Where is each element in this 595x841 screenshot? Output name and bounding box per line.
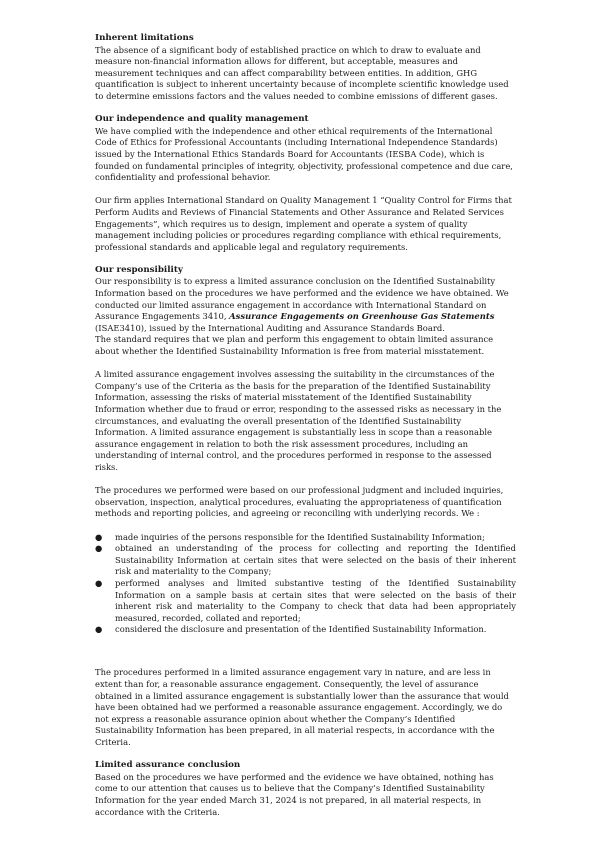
paragraph-responsibility-standard: The standard requires that we plan and perform this engagement to obtain limited assurance about whether the Identified Sustainability Information is free from material misstatement. — [95, 334, 494, 357]
responsibility-text-a: Our responsibility is to express a limited assurance conclusion on the Identified Sustainability Information based on the procedures we have performed and the evidence we have obtained. We conducted our limited assurance engagement in accordance with International Standard on Assurance Engagements 3410, — [95, 276, 509, 322]
section-heading-independence: Our independence and quality management — [95, 114, 309, 125]
paragraph-independence-1: We have complied with the independence and other ethical requirements of the International Code of Ethics for Professional Accountants (including International Independence Standards) issued by the International Ethics Standards Board for Accountants (IESBA Code), which is founded on fundamental principles of integrity, objectivity, professional competence and due care, confidentiality and professional behavior. — [95, 125, 513, 183]
bullet-icon: ● — [95, 577, 103, 588]
list-item — [95, 578, 516, 624]
document-page — [95, 33, 516, 818]
paragraph-independence-2: Our firm applies International Standard on Quality Management 1 “Quality Control for Firms that Perform Audits and Reviews of Financial Statements and Other Assurance and Related Services Engagements”, which requires us to design, implement and operate a system of quality management including policies or procedures regarding compliance with ethical requirements, professional standards and applicable legal and regulatory requirements. — [95, 195, 512, 252]
isae-title: Assurance Engagements on Greenhouse Gas Statements — [229, 311, 495, 322]
responsibility-text-b: (ISAE3410), issued by the International Auditing and Assurance Standards Board. — [95, 322, 445, 333]
bullet-icon: ● — [95, 624, 103, 635]
list-item — [95, 543, 516, 578]
list-item — [95, 532, 516, 544]
list-item — [95, 624, 516, 636]
bullet-icon: ● — [95, 543, 103, 554]
paragraph-inherent-limitations: The absence of a significant body of established practice on which to draw to evaluate and measure non-financial information allows for different, but acceptable, measures and measurement techniques and can affect comparability between entities. In addition, GHG quantification is subject to inherent uncertainty because of incomplete scientific knowledge used to determine emissions factors and the values needed to combine emissions of different gases. — [95, 44, 509, 101]
bullet-icon: ● — [95, 531, 103, 542]
section-heading-inherent-limitations: Inherent limitations — [95, 33, 194, 43]
paragraph-conclusion: Based on the procedures we have performed and the evidence we have obtained, nothing has come to our attention that causes us to believe that the Company’s Identified Sustainability Information for the year ended March 31, 2024 is not prepared, in all material respects, in accordance with the Criteria. — [95, 771, 494, 817]
paragraph-responsibility-1 — [95, 276, 516, 334]
paragraph-responsibility-3: The procedures we performed were based on our professional judgment and included inquiries, observation, inspection, analytical procedures, evaluating the appropriateness of quantification methods and reporting policies, and agreeing or reconciling with underlying records. We : — [95, 485, 504, 519]
section-heading-responsibility: Our responsibility — [95, 264, 183, 275]
list-item-text: performed analyses and limited substantive testing of the Identified Sustainability Information on a sample basis at certain sites that were selected on the basis of their inherent risk and materiality to the Company to check that data had been appropriately measured, recorded, collated and reported; — [115, 577, 516, 623]
paragraph-responsibility-2: A limited assurance engagement involves assessing the suitability in the circumstances of the Company’s use of the Criteria as the basis for the preparation of the Identified Sustainability Information, assessing the risks of material misstatement of the Identified Sustainability Information whether due to fraud or error, responding to the assessed risks as necessary in the circumstances, and evaluating the overall presentation of the Identified Sustainability Information. A limited assurance engagement is substantially less in scope than a reasonable assurance engagement in relation to both the risk assessment procedures, including an understanding of internal control, and the procedures performed in response to the assessed risks. — [95, 369, 502, 472]
list-item-text: considered the disclosure and presentation of the Identified Sustainability Information. — [115, 624, 487, 635]
list-item-text: made inquiries of the persons responsible for the Identified Sustainability Information; — [115, 531, 485, 542]
section-heading-conclusion: Limited assurance conclusion — [95, 760, 241, 771]
procedures-list — [95, 532, 516, 636]
list-item-text: obtained an understanding of the process for collecting and reporting the Identified Sustainability Information at certain sites that were selected on the basis of their inherent risk and materiality to the Company; — [115, 543, 516, 577]
paragraph-responsibility-4: The procedures performed in a limited assurance engagement vary in nature, and are less in extent than for, a reasonable assurance engagement. Consequently, the level of assurance obtained in a limited assurance engagement is substantially lower than the assurance that would have been obtained had we performed a reasonable assurance engagement. Accordingly, we do not express a reasonable assurance opinion about whether the Company’s Identified Sustainability Information has been prepared, in all material respects, in accordance with the Criteria. — [95, 667, 509, 748]
